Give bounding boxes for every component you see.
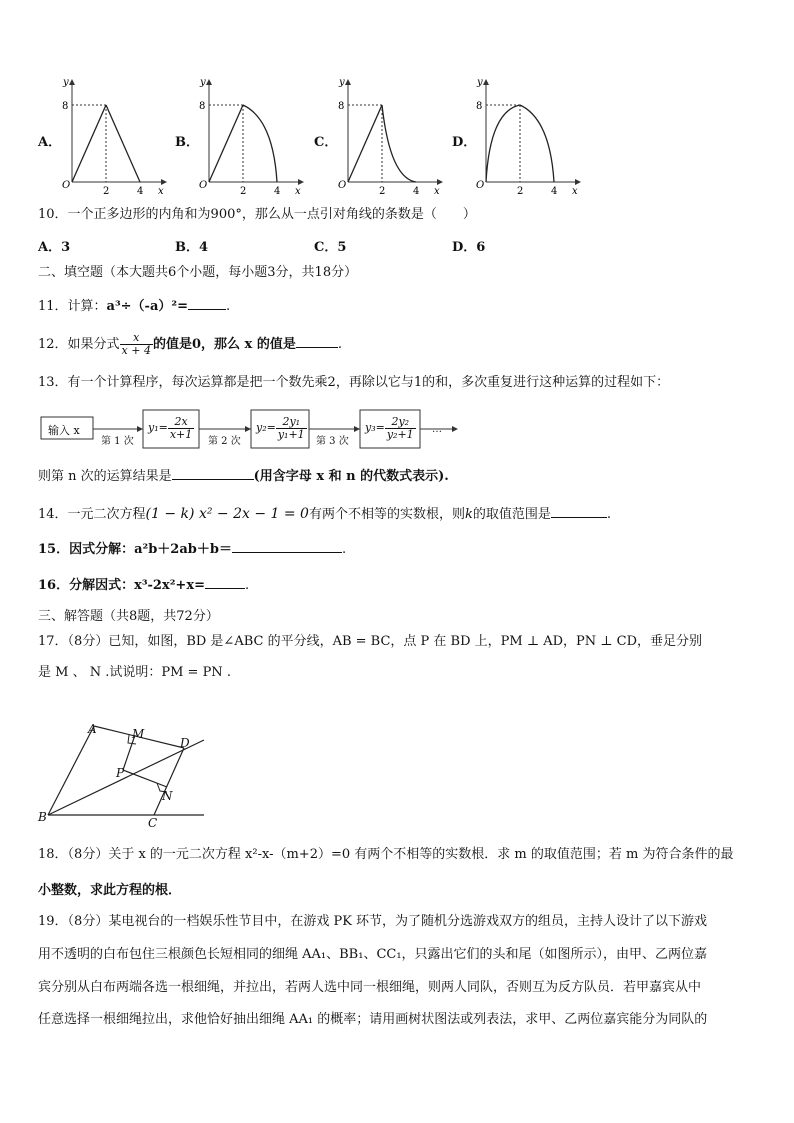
x-label: x bbox=[158, 186, 164, 195]
y-tick-8: 8 bbox=[338, 101, 345, 112]
q13-formula-2-lhs: y₂= bbox=[256, 421, 276, 434]
q15-prefix: 15．因式分解：a²b＋2ab＋b＝ bbox=[38, 542, 232, 557]
q19-line-3: 宾分别从白布两端各选一根细绳，并拉出，若两人选中同一根细绳，则两人同队，否则互为反方队员．若甲嘉宾从中 bbox=[38, 980, 702, 995]
q16 bbox=[38, 576, 249, 595]
x-tick-4: 4 bbox=[413, 186, 420, 195]
y-axis-arrow bbox=[483, 79, 489, 85]
q12-answer-blank[interactable] bbox=[296, 335, 338, 348]
y-tick-8: 8 bbox=[62, 101, 69, 112]
q13-arrowhead-2 bbox=[245, 426, 251, 432]
line-rise bbox=[348, 105, 382, 182]
q13-formula-1-lhs: y₁= bbox=[148, 421, 168, 434]
q13-formula-3-den: y₂+1 bbox=[386, 427, 414, 441]
q15 bbox=[38, 540, 346, 559]
section-3-heading: 三、解答题（共8题，共72分） bbox=[38, 609, 219, 624]
x-axis-arrow bbox=[298, 179, 304, 185]
x-tick-2: 2 bbox=[379, 186, 386, 195]
q13-formula-1-fraction bbox=[168, 416, 194, 441]
q13-arrowhead-4 bbox=[452, 426, 458, 432]
q10-option-c: C．5 bbox=[314, 240, 347, 255]
q12-numerator: x bbox=[120, 332, 153, 345]
label-b: B bbox=[38, 810, 47, 824]
q19-line-1: 19．（8分）某电视台的一档娱乐性节目中，在游戏 PK 环节，为了随机分选游戏双方的组员，主持人设计了以下游戏 bbox=[38, 914, 708, 929]
q19-line-2: 用不透明的白布包住三根颜色长短相同的细绳 AA₁、BB₁、CC₁，只露出它们的头和尾（如图所示），由甲、乙两位嘉 bbox=[38, 947, 708, 962]
x-axis-arrow bbox=[575, 179, 581, 185]
q12-denominator: x + 4 bbox=[121, 344, 151, 357]
q17-line-2: 是 M 、 N .试说明：PM = PN . bbox=[38, 665, 231, 680]
label-m: M bbox=[132, 727, 145, 741]
q13-formula-1-den: x+1 bbox=[169, 427, 193, 441]
x-tick-2: 2 bbox=[240, 186, 247, 195]
q18-line-2: 小整数，求此方程的根． bbox=[38, 883, 182, 898]
q16-answer-blank[interactable] bbox=[205, 576, 245, 589]
q13-formula-3-fraction bbox=[385, 416, 416, 441]
x-tick-4: 4 bbox=[137, 186, 144, 195]
q11-expression: a³÷（-a）²= bbox=[106, 299, 188, 314]
origin-label: O bbox=[338, 180, 347, 191]
line-fall bbox=[106, 105, 140, 182]
x-tick-2: 2 bbox=[517, 186, 524, 195]
q11-end: . bbox=[225, 299, 231, 314]
q13-answer-blank[interactable] bbox=[172, 467, 254, 480]
q15-end: . bbox=[341, 542, 347, 557]
q17-line-1: 17．（8分）已知，如图，BD 是∠ABC 的平分线，AB = BC，点 P 在 BD 上，PM ⊥ AD，PN ⊥ CD，垂足分别 bbox=[38, 634, 703, 649]
q9-option-b-label: B． bbox=[175, 135, 199, 150]
section-2-heading: 二、填空题（本大题共6个小题，每小题3分，共18分） bbox=[38, 265, 358, 280]
q13-formula-1 bbox=[148, 413, 194, 443]
label-n: N bbox=[162, 789, 173, 803]
curve-rise bbox=[486, 105, 520, 182]
curve-fall bbox=[382, 105, 416, 182]
label-c: C bbox=[148, 816, 158, 830]
q10-option-a: A．3 bbox=[38, 240, 71, 255]
y-label: y bbox=[63, 77, 69, 88]
q13-formula-3-num: 2y₂ bbox=[385, 416, 416, 429]
x-tick-4: 4 bbox=[274, 186, 281, 195]
q15-answer-blank[interactable] bbox=[232, 540, 342, 553]
origin-label: O bbox=[62, 180, 71, 191]
y-label: y bbox=[339, 77, 345, 88]
q10-option-d: D．6 bbox=[452, 240, 486, 255]
q12 bbox=[38, 330, 342, 360]
q11 bbox=[38, 297, 230, 316]
q13-formula-2 bbox=[256, 413, 307, 443]
q12-suffix: 的值是0，那么 x 的值是 bbox=[152, 337, 296, 352]
label-a: A bbox=[88, 722, 97, 736]
q14-prefix: 14．一元二次方程 bbox=[38, 507, 146, 522]
q13-question bbox=[38, 467, 449, 486]
q16-prefix: 16．分解因式：x³-2x²+x= bbox=[38, 578, 205, 593]
curve-fall bbox=[520, 105, 554, 182]
q9-graph-b bbox=[197, 75, 307, 195]
q13-ellipsis: … bbox=[432, 424, 442, 435]
q10-stem: 10．一个正多边形的内角和为900°，那么从一点引对角线的条数是（ ） bbox=[38, 207, 476, 222]
q11-prefix: 11．计算： bbox=[38, 299, 107, 314]
x-axis-arrow bbox=[437, 179, 443, 185]
q13-step-1: 第 1 次 bbox=[101, 436, 134, 447]
origin-label: O bbox=[199, 180, 208, 191]
q12-prefix: 12．如果分式 bbox=[38, 337, 120, 352]
line-ab bbox=[48, 726, 94, 815]
q13-step-2: 第 2 次 bbox=[208, 436, 241, 447]
y-tick-8: 8 bbox=[199, 101, 206, 112]
q18-line-1: 18．（8分）关于 x 的一元二次方程 x²-x-（m+2）=0 有两个不相等的实数根．求 m 的取值范围；若 m 为符合条件的最 bbox=[38, 847, 734, 862]
q12-fraction bbox=[120, 332, 153, 357]
q9-option-c-label: C． bbox=[314, 135, 338, 150]
q13-step-3: 第 3 次 bbox=[316, 436, 349, 447]
q14 bbox=[38, 505, 611, 524]
q16-end: . bbox=[244, 578, 250, 593]
q13-formula-2-num: 2y₁ bbox=[276, 416, 307, 429]
q9-graph-d bbox=[474, 75, 584, 195]
x-axis-arrow bbox=[161, 179, 167, 185]
q13-formula-2-den: y₁+1 bbox=[277, 427, 305, 441]
q14-suffix: 的取值范围是 bbox=[472, 507, 551, 522]
q11-answer-blank[interactable] bbox=[188, 297, 226, 310]
label-d: D bbox=[180, 736, 190, 750]
line-rise bbox=[209, 105, 243, 182]
y-axis-arrow bbox=[345, 79, 351, 85]
line-pn bbox=[123, 770, 167, 787]
line-rise bbox=[72, 105, 106, 182]
q13-formula-3 bbox=[365, 413, 416, 443]
q9-graph-c bbox=[336, 75, 446, 195]
y-tick-8: 8 bbox=[476, 101, 483, 112]
q14-end: . bbox=[606, 507, 612, 522]
y-label: y bbox=[477, 77, 483, 88]
q9-graph-a bbox=[60, 75, 170, 195]
q13-input-label: 输入 x bbox=[48, 424, 80, 437]
q13-question-prefix: 则第 n 次的运算结果是 bbox=[38, 469, 172, 484]
x-label: x bbox=[434, 186, 440, 195]
q9-option-a-label: A． bbox=[38, 135, 62, 150]
label-p: P bbox=[116, 766, 125, 780]
y-axis-arrow bbox=[69, 79, 75, 85]
x-tick-2: 2 bbox=[103, 186, 110, 195]
q13-formula-2-fraction bbox=[276, 416, 307, 441]
q13-arrowhead-1 bbox=[137, 426, 143, 432]
q14-middle: 有两个不相等的实数根，则 bbox=[308, 507, 465, 522]
x-tick-4: 4 bbox=[551, 186, 558, 195]
q13-question-suffix: (用含字母 x 和 n 的代数式表示). bbox=[253, 469, 449, 484]
q9-option-d-label: D． bbox=[452, 135, 477, 150]
origin-label: O bbox=[476, 180, 485, 191]
y-label: y bbox=[200, 77, 206, 88]
curve-fall bbox=[243, 105, 277, 182]
q12-end: . bbox=[337, 337, 342, 352]
q14-k: k bbox=[464, 507, 473, 522]
x-label: x bbox=[295, 186, 301, 195]
q14-equation: (1 − k) x² − 2x − 1 = 0 bbox=[145, 506, 309, 522]
q13-arrowhead-3 bbox=[354, 426, 360, 432]
q13-formula-1-num: 2x bbox=[168, 416, 194, 429]
q13-formula-3-lhs: y₃= bbox=[365, 421, 385, 434]
q13-stem: 13．有一个计算程序，每次运算都是把一个数先乘2，再除以它与1的和，多次重复进行这种运算的过程如下： bbox=[38, 375, 670, 390]
q10-option-b: B．4 bbox=[175, 240, 209, 255]
q14-answer-blank[interactable] bbox=[551, 505, 607, 518]
y-axis-arrow bbox=[206, 79, 212, 85]
x-label: x bbox=[572, 186, 578, 195]
q19-line-4: 任意选择一根细绳拉出，求他恰好抽出细绳 AA₁ 的概率；请用画树状图法或列表法，求甲、乙两位嘉宾能分为同队的 bbox=[38, 1012, 708, 1027]
